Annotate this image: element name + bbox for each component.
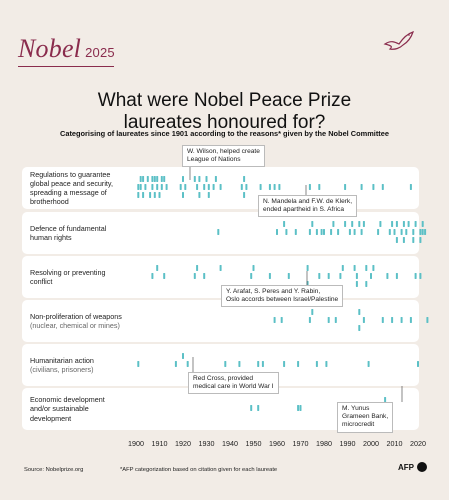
laureate-mark: [337, 229, 339, 235]
laureate-mark: [243, 192, 245, 198]
laureate-mark: [370, 273, 372, 279]
laureate-mark: [224, 361, 226, 367]
laureate-mark: [311, 309, 313, 315]
laureate-mark: [356, 273, 358, 279]
laureate-mark: [358, 325, 360, 331]
laureate-mark: [349, 229, 351, 235]
laureate-mark: [262, 361, 264, 367]
x-tick-label: 2010: [386, 439, 403, 448]
laureate-mark: [422, 221, 424, 227]
annotation-text: Oslo accords between Israel/Palestine: [226, 296, 339, 304]
laureate-mark: [180, 184, 182, 190]
laureate-mark: [316, 361, 318, 367]
annotation-callout: [337, 402, 393, 433]
laureate-mark: [184, 184, 186, 190]
x-tick-label: 1990: [339, 439, 356, 448]
laureate-mark: [297, 405, 299, 411]
chart-subtitle: Categorising of laureates since 1901 according to the reasons* given by the Nobel Committee: [60, 129, 389, 138]
laureate-mark: [260, 184, 262, 190]
x-tick-label: 1920: [175, 439, 191, 448]
laureate-mark: [339, 273, 341, 279]
laureate-mark: [412, 237, 414, 243]
laureate-mark: [335, 317, 337, 323]
laureate-mark: [187, 361, 189, 367]
laureate-mark: [309, 184, 311, 190]
category-label-line: Resolving or preventing: [30, 267, 106, 277]
laureate-mark: [382, 317, 384, 323]
title-line-2: laureates honoured for?: [123, 112, 326, 133]
annotation-text: Y. Arafat, S. Peres and Y. Rabin,: [226, 288, 321, 295]
laureate-mark: [419, 229, 421, 235]
laureate-mark: [285, 229, 287, 235]
annotation-text: microcredit: [342, 421, 375, 429]
category-label-line: human rights: [30, 233, 72, 242]
footnote: *AFP categorization based on citation given for each laureate: [120, 467, 278, 473]
laureate-mark: [426, 317, 428, 323]
laureate-mark: [323, 229, 325, 235]
annotation-text: ended apartheid in S. Africa: [263, 206, 345, 214]
category-label-line: development: [30, 413, 72, 423]
laureate-mark: [182, 192, 184, 198]
annotation-text: Grameen Bank,: [342, 413, 389, 421]
laureate-mark: [410, 317, 412, 323]
brand-year: 2025: [85, 45, 115, 60]
category-label-5: [30, 356, 162, 374]
laureate-mark: [203, 184, 205, 190]
laureate-mark: [344, 184, 346, 190]
laureate-mark: [220, 184, 222, 190]
laureate-mark: [295, 229, 297, 235]
source-note: Source: Nobelprize.org: [24, 467, 84, 473]
laureate-mark: [361, 229, 363, 235]
annotation-callout: [221, 285, 343, 307]
laureate-mark: [196, 265, 198, 271]
x-tick-label: 1930: [198, 439, 215, 448]
category-label-line: spreading a message of: [30, 188, 107, 197]
x-tick-label: 2000: [363, 439, 379, 448]
laureate-mark: [394, 229, 396, 235]
laureate-mark: [269, 184, 271, 190]
annotation-callout: [188, 372, 279, 394]
laureate-mark: [283, 361, 285, 367]
laureate-mark: [208, 184, 210, 190]
afp-logo: AFP: [398, 463, 414, 472]
laureate-mark: [318, 184, 320, 190]
category-label-line: conflict: [30, 277, 53, 286]
laureate-mark: [361, 184, 363, 190]
laureate-mark: [182, 353, 184, 359]
laureate-mark: [309, 317, 311, 323]
laureate-mark: [166, 184, 168, 190]
laureate-mark: [257, 405, 259, 411]
laureate-mark: [215, 176, 217, 182]
laureate-mark: [401, 229, 403, 235]
laureate-mark: [238, 361, 240, 367]
laureate-mark: [213, 184, 215, 190]
laureate-mark: [363, 221, 365, 227]
x-tick-label: 1980: [316, 439, 332, 448]
category-label-line: brotherhood: [30, 197, 69, 207]
laureate-mark: [391, 317, 393, 323]
laureate-mark: [328, 317, 330, 323]
category-label-4: [30, 312, 162, 330]
laureate-mark: [278, 184, 280, 190]
laureate-mark: [377, 229, 379, 235]
annotation-callout: [258, 195, 357, 217]
afp-logo-mark: [417, 462, 427, 472]
laureate-mark: [422, 229, 424, 235]
laureate-mark: [372, 184, 374, 190]
category-label-line: and/or sustainable: [30, 404, 89, 414]
category-label-line: Humanitarian action: [30, 355, 94, 365]
category-label-line: Non-proliferation of weapons: [30, 311, 122, 321]
category-label-2: [30, 224, 162, 242]
laureate-mark: [245, 184, 247, 190]
category-label-line: Economic development: [30, 395, 105, 405]
laureate-mark: [358, 221, 360, 227]
annotation-callout: [182, 145, 265, 167]
laureate-mark: [354, 229, 356, 235]
laureate-mark: [198, 192, 200, 198]
laureate-mark: [297, 361, 299, 367]
laureate-mark: [309, 229, 311, 235]
laureate-mark: [217, 229, 219, 235]
category-label-line: global peace and security,: [30, 178, 113, 188]
laureate-mark: [307, 265, 309, 271]
laureate-mark: [253, 265, 255, 271]
category-label-sub: (nuclear, chemical or mines): [30, 321, 120, 330]
laureate-mark: [372, 265, 374, 271]
laureate-mark: [354, 265, 356, 271]
annotation-text: Red Cross, provided: [193, 375, 254, 382]
laureate-mark: [368, 361, 370, 367]
laureate-mark: [220, 265, 222, 271]
laureate-mark: [351, 221, 353, 227]
laureate-mark: [358, 309, 360, 315]
laureate-mark: [274, 317, 276, 323]
laureate-mark: [396, 221, 398, 227]
laureate-mark: [379, 221, 381, 227]
annotation-text: N. Mandela and F.W. de Klerk,: [263, 198, 353, 205]
laureate-mark: [182, 176, 184, 182]
x-tick-label: 1970: [292, 439, 309, 448]
laureate-mark: [356, 281, 358, 287]
laureate-mark: [250, 273, 252, 279]
laureate-mark: [344, 221, 346, 227]
laureate-mark: [321, 229, 323, 235]
laureate-mark: [241, 184, 243, 190]
laureate-mark: [318, 273, 320, 279]
laureate-mark: [412, 229, 414, 235]
laureate-mark: [316, 229, 318, 235]
laureate-mark: [419, 273, 421, 279]
laureate-mark: [419, 237, 421, 243]
x-tick-label: 1910: [151, 439, 168, 448]
category-label-line: Regulations to guarantee: [30, 169, 111, 179]
laureate-mark: [203, 273, 205, 279]
laureate-mark: [257, 361, 259, 367]
laureate-mark: [311, 221, 313, 227]
laureate-mark: [288, 273, 290, 279]
annotation-text: League of Nations: [187, 156, 241, 164]
category-label-3: [30, 268, 162, 286]
category-label-6: [30, 395, 162, 423]
laureate-mark: [206, 176, 208, 182]
laureate-mark: [389, 229, 391, 235]
category-label-line: Defence of fundamental: [30, 223, 107, 233]
laureate-mark: [382, 184, 384, 190]
laureate-mark: [365, 265, 367, 271]
laureate-mark: [269, 273, 271, 279]
x-tick-label: 1900: [128, 439, 144, 448]
laureate-mark: [415, 221, 417, 227]
laureate-mark: [415, 273, 417, 279]
laureate-mark: [396, 237, 398, 243]
category-label-sub: (civilians, prisoners): [30, 365, 94, 374]
annotation-text: medical care in World War I: [193, 383, 274, 391]
laureate-mark: [391, 221, 393, 227]
x-tick-label: 2020: [410, 439, 426, 448]
laureate-mark: [283, 221, 285, 227]
laureate-mark: [281, 317, 283, 323]
laureate-mark: [396, 273, 398, 279]
laureate-mark: [408, 221, 410, 227]
laureate-mark: [163, 273, 165, 279]
laureate-mark: [405, 229, 407, 235]
laureate-mark: [342, 265, 344, 271]
laureate-mark: [208, 192, 210, 198]
laureate-mark: [403, 237, 405, 243]
laureate-mark: [198, 176, 200, 182]
laureate-mark: [163, 176, 165, 182]
laureate-mark: [276, 229, 278, 235]
x-tick-label: 1960: [269, 439, 285, 448]
x-tick-label: 1950: [245, 439, 262, 448]
laureate-mark: [417, 361, 419, 367]
annotation-text: W. Wilson, helped create: [187, 148, 260, 155]
category-label-1: [30, 170, 162, 207]
laureate-mark: [403, 221, 405, 227]
laureate-mark: [365, 281, 367, 287]
title-line-1: What were Nobel Peace Prize: [97, 90, 352, 111]
laureate-mark: [363, 317, 365, 323]
laureate-mark: [300, 405, 302, 411]
laureate-mark: [424, 229, 426, 235]
laureate-mark: [196, 184, 198, 190]
laureate-mark: [243, 176, 245, 182]
laureate-mark: [175, 361, 177, 367]
laureate-mark: [401, 317, 403, 323]
annotation-text: M. Yunus: [342, 405, 370, 412]
laureate-mark: [250, 405, 252, 411]
laureate-mark: [410, 184, 412, 190]
laureate-mark: [325, 361, 327, 367]
laureate-mark: [330, 229, 332, 235]
x-tick-label: 1940: [222, 439, 238, 448]
laureate-mark: [194, 273, 196, 279]
laureate-mark: [194, 176, 196, 182]
brand-name: Nobel: [18, 34, 82, 63]
laureate-mark: [332, 221, 334, 227]
laureate-mark: [274, 184, 276, 190]
laureate-mark: [386, 273, 388, 279]
laureate-mark: [328, 273, 330, 279]
